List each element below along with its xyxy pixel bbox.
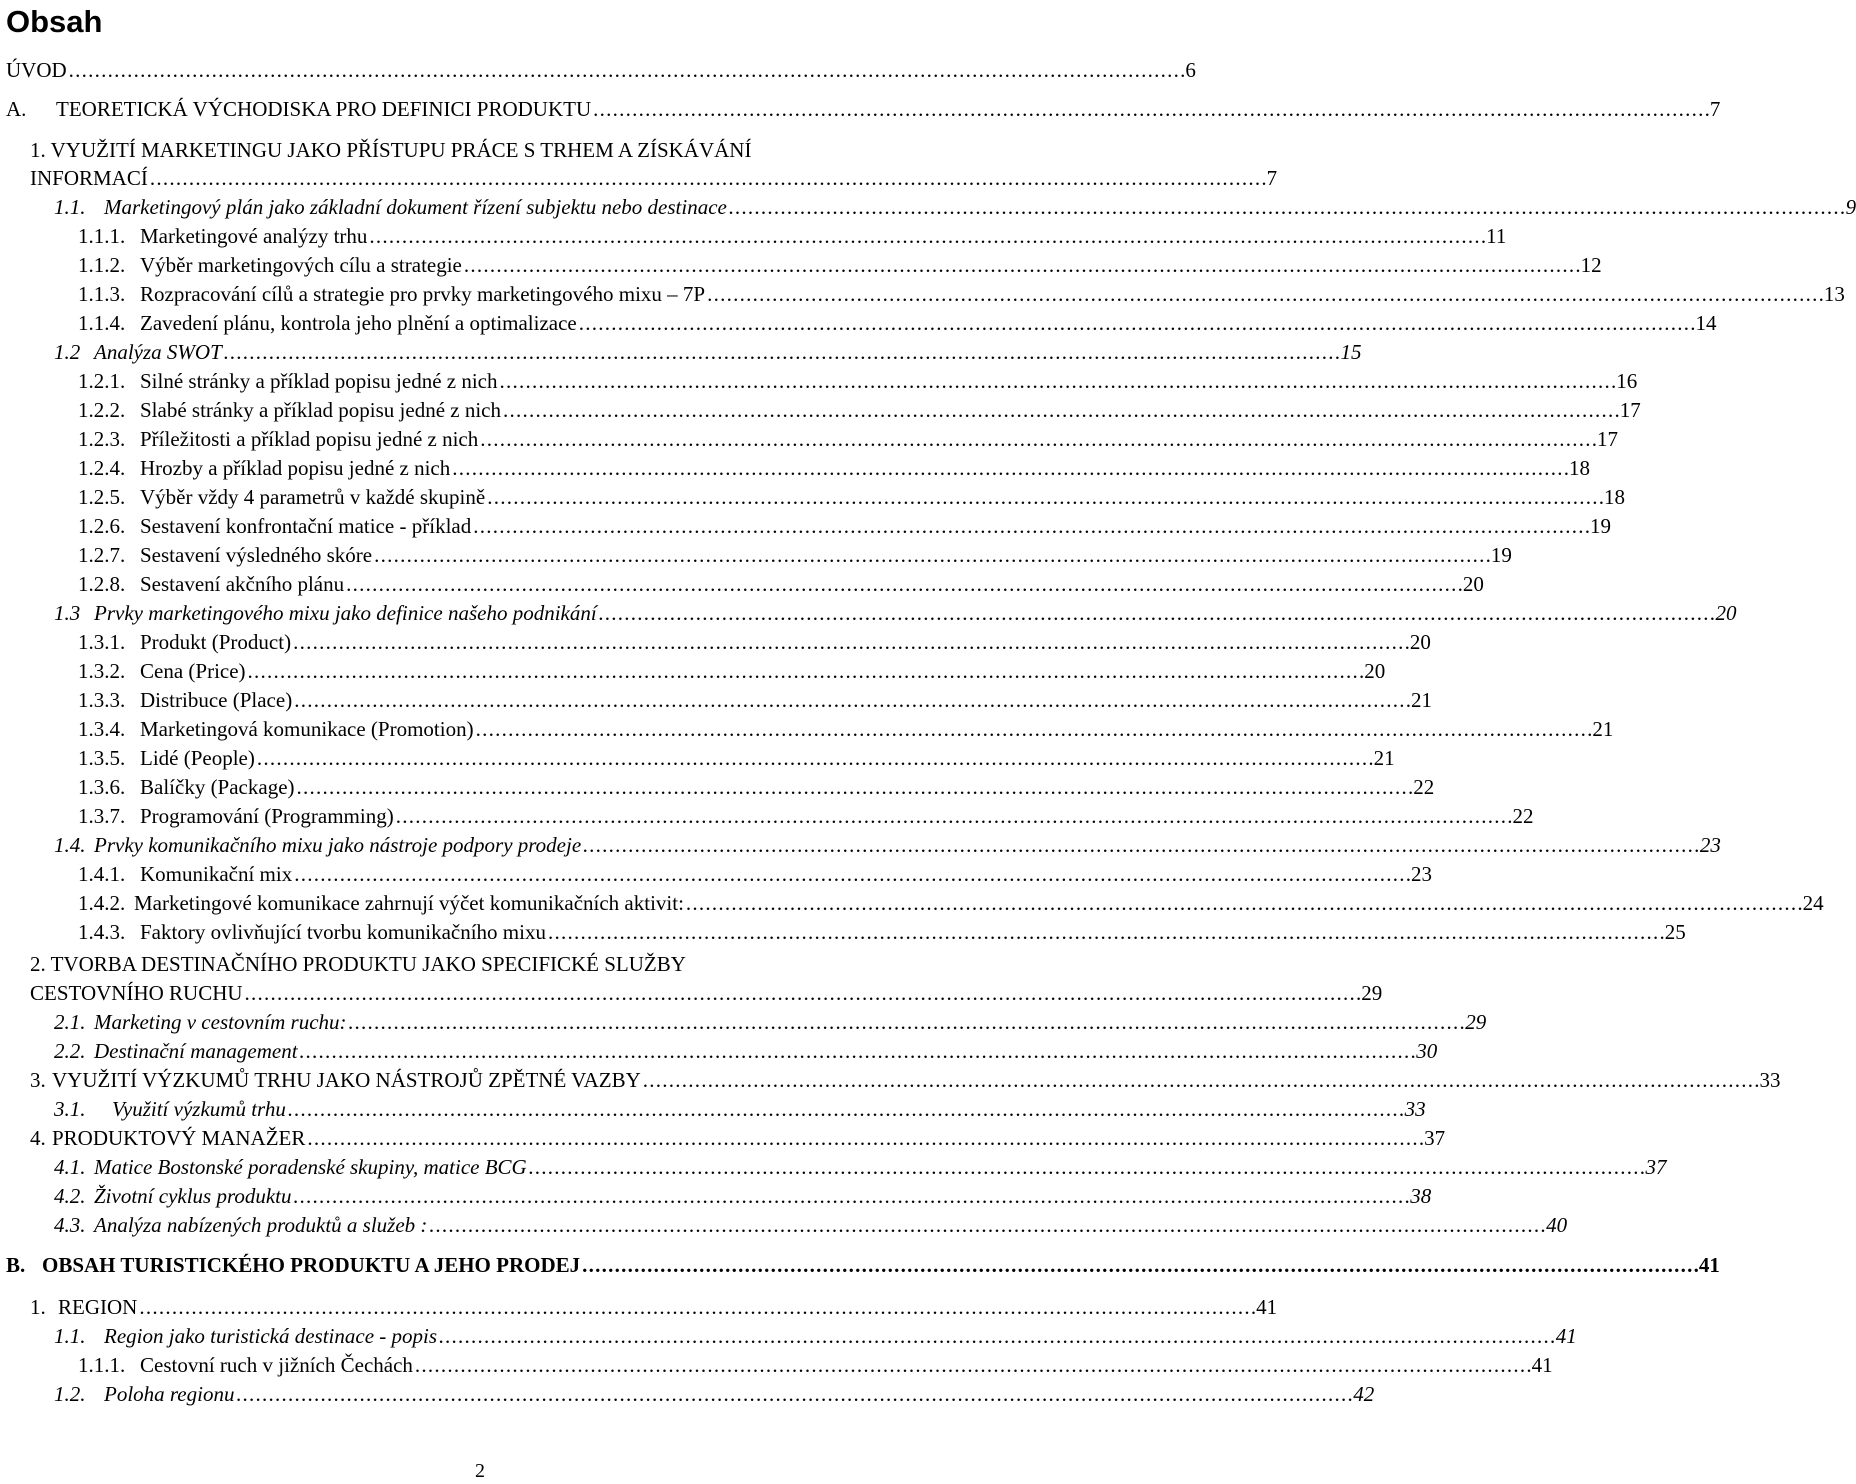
toc-entry-title: Marketingové komunikace zahrnují výčet komunikačních aktivit: bbox=[134, 891, 684, 915]
toc-entry-page: 33 bbox=[1759, 1068, 1781, 1092]
toc-entry-1-2-3[interactable] bbox=[78, 426, 1619, 453]
dot-leader bbox=[374, 542, 1489, 569]
toc-entry-1-2-5[interactable] bbox=[78, 484, 1625, 511]
toc-entry-region[interactable] bbox=[30, 1294, 1278, 1321]
dot-leader bbox=[294, 687, 1409, 714]
toc-entry-page: 20 bbox=[1364, 659, 1386, 683]
toc-entry-1-4-2[interactable] bbox=[78, 890, 1824, 917]
toc-entry-page: 30 bbox=[1416, 1039, 1438, 1063]
dot-leader bbox=[150, 165, 1265, 192]
toc-entry-1-4[interactable] bbox=[54, 832, 1721, 859]
toc-entry-number: 1.2.8. bbox=[78, 572, 126, 596]
toc-entry-title: Sestavení konfrontační matice - příklad bbox=[140, 514, 472, 538]
toc-entry-title: Faktory ovlivňující tvorbu komunikačního mixu bbox=[140, 920, 546, 944]
toc-entry-1-3-3[interactable] bbox=[78, 687, 1432, 714]
toc-entry-title: Zavedení plánu, kontrola jeho plnění a optimalizace bbox=[140, 311, 577, 335]
toc-entry-page: 40 bbox=[1546, 1213, 1568, 1237]
toc-entry-title: Produkt (Product) bbox=[140, 630, 292, 654]
toc-entry-number: 2.1. bbox=[54, 1010, 86, 1034]
toc-entry-number: 1.3 bbox=[54, 601, 81, 625]
toc-entry-title: CESTOVNÍHO RUCHU bbox=[30, 981, 243, 1005]
dot-leader bbox=[300, 1038, 1415, 1065]
toc-entry-number: 1.1. bbox=[54, 195, 86, 219]
toc-entry-title: Sestavení akčního plánu bbox=[140, 572, 345, 596]
toc-entry-page: 7 bbox=[1709, 97, 1721, 121]
toc-entry-page: 14 bbox=[1695, 311, 1717, 335]
toc-entry-title-line1: TVORBA DESTINAČNÍHO PRODUKTU JAKO SPECIFICKÉ SLUŽBY bbox=[50, 952, 686, 976]
dot-leader bbox=[288, 1096, 1403, 1123]
toc-entry-page: 15 bbox=[1340, 340, 1362, 364]
toc-entry-title: Životní cyklus produktu bbox=[94, 1184, 292, 1208]
toc-entry-page: 21 bbox=[1410, 688, 1432, 712]
toc-entry-number: 3.1. bbox=[54, 1097, 86, 1121]
dot-leader bbox=[139, 1294, 1254, 1321]
dot-leader bbox=[236, 1381, 1351, 1408]
toc-entry-number: A. bbox=[6, 97, 27, 121]
toc-entry-number: 1.2. bbox=[54, 1382, 86, 1406]
toc-entry-chapter-3[interactable] bbox=[30, 1067, 1781, 1094]
toc-entry-page: 41 bbox=[1256, 1295, 1278, 1319]
toc-entry-title: Balíčky (Package) bbox=[140, 775, 295, 799]
dot-leader bbox=[297, 774, 1412, 801]
dot-leader bbox=[429, 1212, 1544, 1239]
toc-entry-page: 41 bbox=[1531, 1353, 1553, 1377]
dot-leader bbox=[415, 1352, 1530, 1379]
toc-entry-title: Příležitosti a příklad popisu jedné z nich bbox=[140, 427, 479, 451]
toc-entry-title-line1: VYUŽITÍ MARKETINGU JAKO PŘÍSTUPU PRÁCE S TRHEM A ZÍSKÁVÁNÍ bbox=[50, 138, 752, 162]
toc-entry-chapter-1[interactable] bbox=[30, 165, 1278, 192]
toc-entry-page: 23 bbox=[1410, 862, 1432, 886]
page-number: 2 bbox=[475, 1460, 485, 1482]
toc-entry-page: 41 bbox=[1698, 1253, 1720, 1277]
toc-entry-number: 1.3.4. bbox=[78, 717, 126, 741]
toc-entry-4-3[interactable] bbox=[54, 1212, 1568, 1239]
toc-entry-chapter-1-first-line[interactable] bbox=[30, 137, 751, 164]
dot-leader bbox=[369, 223, 1484, 250]
toc-entry-1-3[interactable] bbox=[54, 600, 1737, 627]
dot-leader bbox=[257, 745, 1372, 772]
toc-entry-number: 1.3.7. bbox=[78, 804, 126, 828]
dot-leader bbox=[293, 629, 1408, 656]
toc-entry-b-1-1-1[interactable] bbox=[78, 1352, 1553, 1379]
toc-entry-number: 4.1. bbox=[54, 1155, 86, 1179]
dot-leader bbox=[473, 513, 1588, 540]
toc-entry-title: Prvky komunikačního mixu jako nástroje podpory prodeje bbox=[94, 833, 582, 857]
toc-entry-title: Sestavení výsledného skóre bbox=[140, 543, 373, 567]
toc-entry-page: 17 bbox=[1597, 427, 1619, 451]
toc-entry-title: Výběr vždy 4 parametrů v každé skupině bbox=[140, 485, 486, 509]
toc-entry-number: 1.3.6. bbox=[78, 775, 126, 799]
toc-entry-page: 21 bbox=[1592, 717, 1614, 741]
toc-entry-number: 1. bbox=[30, 1295, 46, 1319]
toc-entry-page: 13 bbox=[1823, 282, 1845, 306]
toc-entry-title: Slabé stránky a příklad popisu jedné z nich bbox=[140, 398, 501, 422]
toc-entry-1-2[interactable] bbox=[54, 339, 1362, 366]
toc-entry-uvod[interactable] bbox=[6, 57, 1196, 84]
toc-entry-3-1[interactable] bbox=[54, 1096, 1426, 1123]
toc-entry-number: 1.1.2. bbox=[78, 253, 126, 277]
dot-leader bbox=[579, 310, 1694, 337]
dot-leader bbox=[349, 1009, 1464, 1036]
toc-entry-4-2[interactable] bbox=[54, 1183, 1432, 1210]
toc-entry-title: INFORMACÍ bbox=[30, 166, 148, 190]
toc-entry-title: Poloha regionu bbox=[104, 1382, 235, 1406]
dot-leader bbox=[464, 252, 1579, 279]
toc-entry-b-1-2[interactable] bbox=[54, 1381, 1375, 1408]
toc-entry-number: 2.2. bbox=[54, 1039, 86, 1063]
page-title: Obsah bbox=[6, 4, 103, 39]
toc-entry-title: Hrozby a příklad popisu jedné z nich bbox=[140, 456, 451, 480]
toc-entry-1-2-8[interactable] bbox=[78, 571, 1484, 598]
toc-entry-number: 1.2.6. bbox=[78, 514, 126, 538]
dot-leader bbox=[548, 919, 1663, 946]
toc-entry-title: Výběr marketingových cílu a strategie bbox=[140, 253, 462, 277]
toc-entry-title: Cena (Price) bbox=[140, 659, 246, 683]
toc-entry-title: PRODUKTOVÝ MANAŽER bbox=[52, 1126, 306, 1150]
toc-entry-2-2[interactable] bbox=[54, 1038, 1438, 1065]
toc-entry-page: 18 bbox=[1569, 456, 1590, 480]
toc-entry-1-4-1[interactable] bbox=[78, 861, 1432, 888]
dot-leader bbox=[248, 658, 1363, 685]
dot-leader bbox=[599, 600, 1714, 627]
toc-entry-number: 3. bbox=[30, 1068, 46, 1092]
toc-entry-page: 11 bbox=[1486, 224, 1507, 248]
dot-leader bbox=[707, 281, 1822, 308]
dot-leader bbox=[439, 1323, 1554, 1350]
toc-entry-1-3-4[interactable] bbox=[78, 716, 1614, 743]
toc-entry-1-2-7[interactable] bbox=[78, 542, 1512, 569]
dot-leader bbox=[452, 455, 1567, 482]
toc-entry-page: 16 bbox=[1616, 369, 1638, 393]
toc-entry-number: 1.1.4. bbox=[78, 311, 126, 335]
toc-entry-title: ÚVOD bbox=[6, 58, 67, 82]
toc-entry-title: Využití výzkumů trhu bbox=[112, 1097, 286, 1121]
toc-entry-number: 1.4.2. bbox=[78, 891, 126, 915]
dot-leader bbox=[529, 1154, 1644, 1181]
dot-leader bbox=[583, 832, 1698, 859]
toc-entry-number: 1.2.4. bbox=[78, 456, 126, 480]
toc-entry-number: 1.2.7. bbox=[78, 543, 126, 567]
toc-entry-1-1-3[interactable] bbox=[78, 281, 1845, 308]
toc-entry-1-4-3[interactable] bbox=[78, 919, 1686, 946]
dot-leader bbox=[582, 1252, 1697, 1279]
toc-entry-page: 20 bbox=[1715, 601, 1737, 625]
toc-entry-chapter-2[interactable] bbox=[30, 980, 1383, 1007]
toc-entry-2-1[interactable] bbox=[54, 1009, 1487, 1036]
toc-entry-part-a[interactable] bbox=[6, 96, 1721, 123]
toc-entry-page: 29 bbox=[1465, 1010, 1487, 1034]
toc-entry-title: Marketing v cestovním ruchu: bbox=[94, 1010, 347, 1034]
toc-entry-number: B. bbox=[6, 1253, 26, 1277]
toc-entry-page: 12 bbox=[1580, 253, 1602, 277]
toc-entry-page: 25 bbox=[1664, 920, 1686, 944]
toc-entry-chapter-2-first-line[interactable] bbox=[30, 951, 686, 978]
toc-entry-b-1-1[interactable] bbox=[54, 1323, 1577, 1350]
toc-entry-title: Cestovní ruch v jižních Čechách bbox=[140, 1353, 413, 1377]
dot-leader bbox=[307, 1125, 1422, 1152]
toc-entry-1-2-6[interactable] bbox=[78, 513, 1611, 540]
toc-entry-page: 6 bbox=[1185, 58, 1196, 82]
toc-entry-title: Marketingové analýzy trhu bbox=[140, 224, 368, 248]
toc-entry-number: 1.1.1. bbox=[78, 1353, 126, 1377]
toc-entry-page: 42 bbox=[1353, 1382, 1375, 1406]
toc-entry-title: Komunikační mix bbox=[140, 862, 293, 886]
toc-entry-1-3-1[interactable] bbox=[78, 629, 1431, 656]
toc-entry-page: 38 bbox=[1410, 1184, 1432, 1208]
toc-entry-page: 33 bbox=[1404, 1097, 1426, 1121]
toc-entry-page: 37 bbox=[1645, 1155, 1667, 1179]
toc-entry-title: Region jako turistická destinace - popis bbox=[104, 1324, 438, 1348]
toc-entry-number: 1.4.1. bbox=[78, 862, 126, 886]
toc-entry-title: Prvky marketingového mixu jako definice našeho podnikání bbox=[94, 601, 597, 625]
toc-entry-number: 1.3.1. bbox=[78, 630, 126, 654]
toc-entry-title: Distribuce (Place) bbox=[140, 688, 293, 712]
toc-entry-part-b[interactable] bbox=[6, 1252, 1720, 1279]
toc-entry-title: REGION bbox=[58, 1295, 138, 1319]
toc-entry-page: 22 bbox=[1512, 804, 1534, 828]
dot-leader bbox=[346, 571, 1461, 598]
toc-entry-page: 21 bbox=[1373, 746, 1395, 770]
toc-entry-number: 1.1. bbox=[54, 1324, 86, 1348]
toc-entry-chapter-4[interactable] bbox=[30, 1125, 1446, 1152]
toc-entry-title: Destinační management bbox=[94, 1039, 298, 1063]
dot-leader bbox=[480, 426, 1595, 453]
toc-entry-number: 2. bbox=[30, 952, 46, 976]
dot-leader bbox=[593, 96, 1708, 123]
dot-leader bbox=[224, 339, 1339, 366]
toc-entry-number: 1.2.5. bbox=[78, 485, 126, 509]
toc-entry-1-3-6[interactable] bbox=[78, 774, 1435, 801]
dot-leader bbox=[500, 368, 1615, 395]
toc-entry-page: 24 bbox=[1802, 891, 1824, 915]
toc-entry-1-1[interactable] bbox=[54, 194, 1856, 221]
dot-leader bbox=[245, 980, 1360, 1007]
toc-entry-number: 1.2 bbox=[54, 340, 81, 364]
toc-entry-title: OBSAH TURISTICKÉHO PRODUKTU A JEHO PRODEJ bbox=[42, 1253, 581, 1277]
toc-entry-1-3-5[interactable] bbox=[78, 745, 1395, 772]
toc-entry-page: 19 bbox=[1490, 543, 1512, 567]
toc-entry-page: 7 bbox=[1266, 166, 1278, 190]
dot-leader bbox=[396, 803, 1511, 830]
toc-entry-title: TEORETICKÁ VÝCHODISKA PRO DEFINICI PRODUKTU bbox=[56, 97, 592, 121]
toc-entry-number: 1.2.2. bbox=[78, 398, 126, 422]
toc-entry-1-3-2[interactable] bbox=[78, 658, 1386, 685]
toc-entry-number: 1.4.3. bbox=[78, 920, 126, 944]
toc-entry-1-2-2[interactable] bbox=[78, 397, 1641, 424]
toc-entry-number: 1.3.5. bbox=[78, 746, 126, 770]
toc-entry-number: 1. bbox=[30, 138, 46, 162]
toc-entry-number: 1.1.3. bbox=[78, 282, 126, 306]
toc-entry-4-1[interactable] bbox=[54, 1154, 1667, 1181]
dot-leader bbox=[476, 716, 1591, 743]
toc-entry-number: 1.2.1. bbox=[78, 369, 126, 393]
toc-entry-1-3-7[interactable] bbox=[78, 803, 1534, 830]
dot-leader bbox=[294, 1183, 1409, 1210]
toc-entry-1-2-1[interactable] bbox=[78, 368, 1638, 395]
toc-entry-number: 4.3. bbox=[54, 1213, 86, 1237]
toc-entry-number: 4.2. bbox=[54, 1184, 86, 1208]
toc-entry-1-2-4[interactable] bbox=[78, 455, 1590, 482]
toc-entry-page: 22 bbox=[1413, 775, 1435, 799]
toc-entry-page: 19 bbox=[1589, 514, 1611, 538]
toc-entry-title: VYUŽITÍ VÝZKUMŮ TRHU JAKO NÁSTROJŮ ZPĚTNÉ VAZBY bbox=[52, 1068, 641, 1092]
dot-leader bbox=[487, 484, 1602, 511]
toc-entry-title: Lidé (People) bbox=[140, 746, 255, 770]
toc-entry-page: 29 bbox=[1361, 981, 1383, 1005]
toc-entry-page: 23 bbox=[1699, 833, 1721, 857]
toc-entry-title: Marketingová komunikace (Promotion) bbox=[140, 717, 474, 741]
toc-entry-number: 1.2.3. bbox=[78, 427, 126, 451]
toc-entry-title: Analýza nabízených produktů a služeb : bbox=[94, 1213, 428, 1237]
toc-entry-title: Analýza SWOT bbox=[94, 340, 222, 364]
toc-entry-number: 4. bbox=[30, 1126, 46, 1150]
toc-entry-page: 9 bbox=[1845, 195, 1856, 219]
toc-entry-1-1-4[interactable] bbox=[78, 310, 1717, 337]
toc-entry-number: 1.1.1. bbox=[78, 224, 126, 248]
dot-leader bbox=[503, 397, 1618, 424]
dot-leader bbox=[294, 861, 1409, 888]
dot-leader bbox=[686, 890, 1801, 917]
toc-entry-page: 20 bbox=[1409, 630, 1431, 654]
toc-entry-title: Silné stránky a příklad popisu jedné z nich bbox=[140, 369, 498, 393]
toc-entry-1-1-1[interactable] bbox=[78, 223, 1507, 250]
dot-leader bbox=[729, 194, 1844, 221]
toc-entry-title: Rozpracování cílů a strategie pro prvky marketingového mixu – 7P bbox=[140, 282, 706, 306]
dot-leader bbox=[643, 1067, 1758, 1094]
toc-entry-page: 37 bbox=[1424, 1126, 1446, 1150]
toc-entry-number: 1.3.3. bbox=[78, 688, 126, 712]
toc-entry-title: Marketingový plán jako základní dokument řízení subjektu nebo destinace bbox=[104, 195, 727, 219]
toc-entry-title: Programování (Programming) bbox=[140, 804, 394, 828]
toc-entry-title: Matice Bostonské poradenské skupiny, matice BCG bbox=[94, 1155, 527, 1179]
toc-entry-1-1-2[interactable] bbox=[78, 252, 1602, 279]
toc-entry-number: 1.4. bbox=[54, 833, 86, 857]
toc-entry-page: 18 bbox=[1603, 485, 1625, 509]
toc-entry-number: 1.3.2. bbox=[78, 659, 126, 683]
toc-entry-page: 20 bbox=[1462, 572, 1484, 596]
dot-leader bbox=[69, 57, 1184, 84]
toc-entry-page: 17 bbox=[1619, 398, 1641, 422]
toc-entry-page: 41 bbox=[1555, 1324, 1577, 1348]
